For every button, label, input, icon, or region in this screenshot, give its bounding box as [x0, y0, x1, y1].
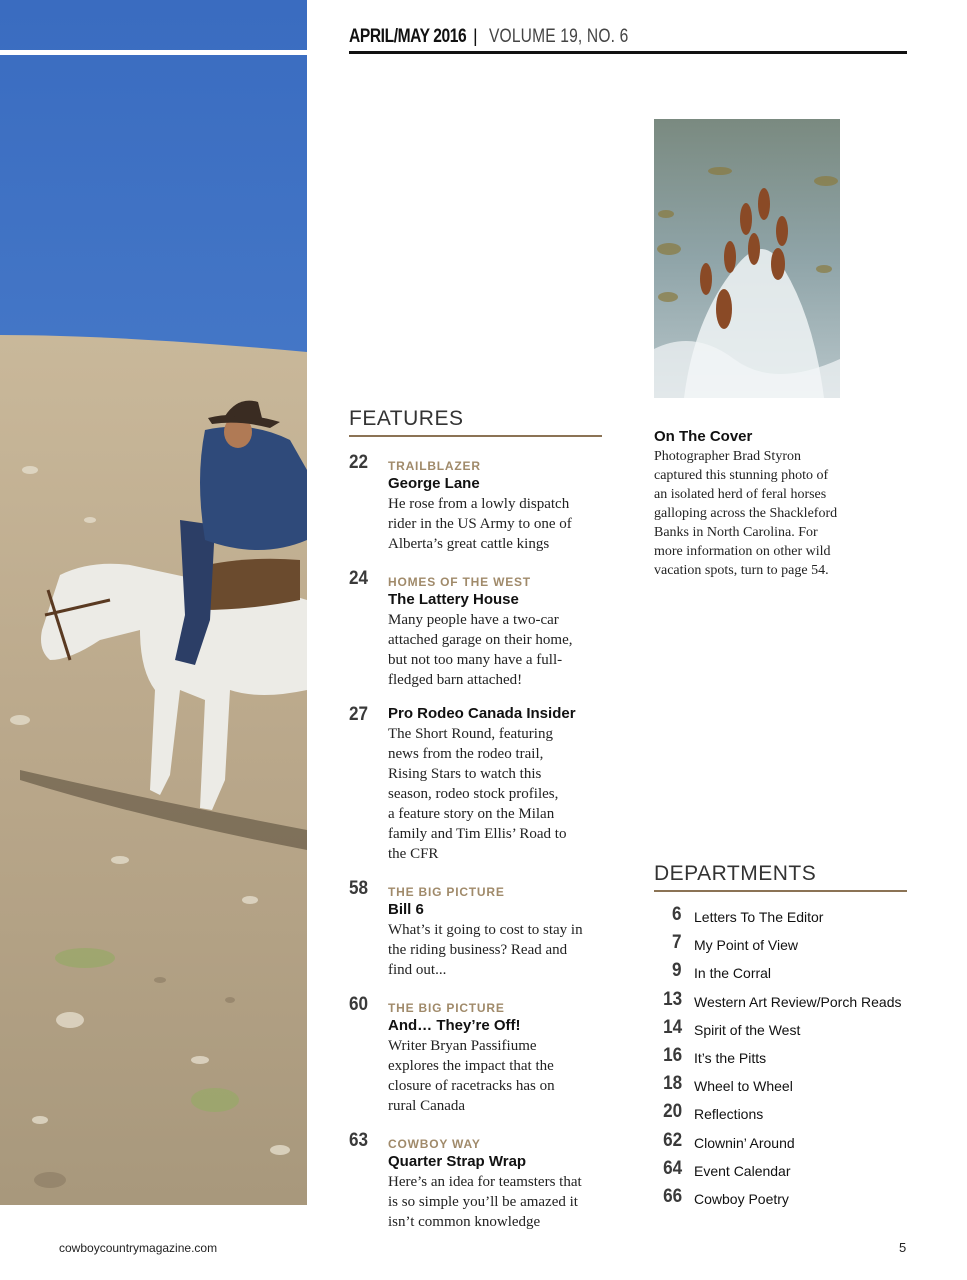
feature-description: [388, 610, 609, 690]
department-item[interactable]: [654, 1130, 912, 1158]
feature-title: George Lane: [388, 475, 480, 492]
feature-category: COWBOY WAY: [388, 1137, 481, 1151]
feature-item[interactable]: [349, 452, 609, 554]
department-page-number: 64: [662, 1157, 682, 1179]
description-line: Rising Stars to watch this: [388, 766, 542, 782]
cover-thumbnail: [654, 119, 840, 398]
features-list: [349, 452, 609, 1246]
description-line: attached garage on their home,: [388, 632, 573, 648]
description-line: closure of racetracks has on: [388, 1078, 555, 1094]
feature-item[interactable]: [349, 994, 609, 1116]
on-the-cover: [654, 427, 869, 580]
on-the-cover-heading: On The Cover: [654, 428, 753, 445]
feature-title: Quarter Strap Wrap: [388, 1153, 527, 1170]
department-page-number: 20: [662, 1101, 682, 1123]
description-line: season, rodeo stock profiles,: [388, 786, 559, 802]
description-line: The Short Round, featuring: [388, 726, 553, 742]
features-heading: FEATURES: [349, 407, 602, 437]
masthead-separator: |: [473, 26, 478, 46]
department-item[interactable]: [654, 1158, 912, 1186]
volume-number: VOLUME 19, NO. 6: [489, 26, 629, 47]
departments-heading: DEPARTMENTS: [654, 862, 907, 892]
on-the-cover-body: [654, 447, 869, 580]
footer-page-number: 5: [899, 1240, 907, 1255]
department-label: Reflections: [694, 1106, 764, 1123]
description-line: a feature story on the Milan: [388, 806, 555, 822]
issue-masthead: [349, 26, 907, 54]
department-item[interactable]: [654, 1073, 912, 1101]
feature-title: The Lattery House: [388, 591, 519, 608]
feature-category: THE BIG PICTURE: [388, 1001, 505, 1015]
feature-item[interactable]: [349, 1130, 609, 1232]
feature-description: [388, 494, 609, 554]
feature-title: And… They’re Off!: [388, 1017, 521, 1034]
department-label: Spirit of the West: [694, 1021, 801, 1038]
footer-website-link[interactable]: cowboycountrymagazine.com: [59, 1241, 218, 1255]
description-line: fledged barn attached!: [388, 672, 523, 688]
description-line: He rose from a lowly dispatch: [388, 496, 570, 512]
department-item[interactable]: [654, 960, 912, 988]
department-label: Event Calendar: [694, 1162, 791, 1179]
department-page-number: 9: [672, 960, 682, 982]
feature-title: Bill 6: [388, 901, 424, 918]
feature-page-number: 24: [349, 568, 369, 589]
cover-line: more information on other wild: [654, 544, 831, 559]
description-line: Alberta’s great cattle kings: [388, 536, 550, 552]
description-line: rural Canada: [388, 1098, 466, 1114]
description-line: explores the impact that the: [388, 1058, 554, 1074]
description-line: the CFR: [388, 846, 439, 862]
feature-category: HOMES OF THE WEST: [388, 575, 531, 589]
department-item[interactable]: [654, 932, 912, 960]
department-page-number: 62: [662, 1129, 682, 1151]
cover-line: vacation spots, turn to page 54.: [654, 563, 829, 578]
department-item[interactable]: [654, 1101, 912, 1129]
description-line: Here’s an idea for teamsters that: [388, 1174, 582, 1190]
department-item[interactable]: [654, 1186, 912, 1214]
feature-title: Pro Rodeo Canada Insider: [388, 705, 576, 722]
description-line: find out...: [388, 962, 447, 978]
department-label: Clownin’ Around: [694, 1134, 795, 1151]
department-page-number: 6: [672, 904, 682, 925]
description-line: news from the rodeo trail,: [388, 746, 544, 762]
feature-item[interactable]: [349, 568, 609, 690]
description-line: Many people have a two-car: [388, 612, 559, 628]
department-label: In the Corral: [694, 965, 772, 982]
feature-page-number: 60: [349, 994, 369, 1015]
department-label: My Point of View: [694, 937, 799, 954]
department-page-number: 13: [662, 988, 682, 1010]
feature-item[interactable]: [349, 704, 609, 864]
department-page-number: 14: [662, 1016, 682, 1038]
cover-line: Banks in North Carolina. For: [654, 525, 818, 540]
issue-date: APRIL/MAY 2016: [349, 26, 467, 47]
cover-line: captured this stunning photo of: [654, 468, 829, 483]
cover-story-photo: [0, 0, 307, 1205]
department-item[interactable]: [654, 904, 912, 932]
department-item[interactable]: [654, 989, 912, 1017]
feature-item[interactable]: [349, 878, 609, 980]
feature-description: [388, 920, 609, 980]
description-line: isn’t common knowledge: [388, 1214, 541, 1230]
description-line: Writer Bryan Passifiume: [388, 1038, 537, 1054]
feature-category: THE BIG PICTURE: [388, 885, 505, 899]
department-page-number: 18: [662, 1073, 682, 1095]
departments-list: [654, 904, 912, 1214]
description-line: the riding business? Read and: [388, 942, 568, 958]
department-item[interactable]: [654, 1017, 912, 1045]
description-line: but not too many have a full-: [388, 652, 563, 668]
feature-page-number: 58: [349, 878, 369, 899]
description-line: family and Tim Ellis’ Road to: [388, 826, 567, 842]
department-label: Wheel to Wheel: [694, 1078, 793, 1095]
feature-description: [388, 724, 609, 864]
description-line: is so simple you’ll be amazed it: [388, 1194, 578, 1210]
description-line: What’s it going to cost to stay in: [388, 922, 583, 938]
department-item[interactable]: [654, 1045, 912, 1073]
feature-page-number: 63: [349, 1130, 369, 1151]
feature-description: [388, 1172, 609, 1232]
cover-line: an isolated herd of feral horses: [654, 487, 827, 502]
department-label: Western Art Review/Porch Reads: [694, 993, 902, 1010]
description-line: rider in the US Army to one of: [388, 516, 572, 532]
department-page-number: 66: [662, 1185, 682, 1207]
department-page-number: 7: [672, 932, 682, 954]
department-label: Letters To The Editor: [694, 909, 824, 925]
feature-description: [388, 1036, 609, 1116]
department-label: Cowboy Poetry: [694, 1190, 789, 1207]
department-label: It’s the Pitts: [694, 1049, 767, 1066]
feature-page-number: 22: [349, 452, 369, 473]
feature-page-number: 27: [349, 704, 369, 725]
cover-line: galloping across the Shackleford: [654, 506, 838, 521]
department-page-number: 16: [662, 1044, 682, 1066]
feature-category: TRAILBLAZER: [388, 459, 481, 473]
cover-line: Photographer Brad Styron: [654, 449, 801, 464]
